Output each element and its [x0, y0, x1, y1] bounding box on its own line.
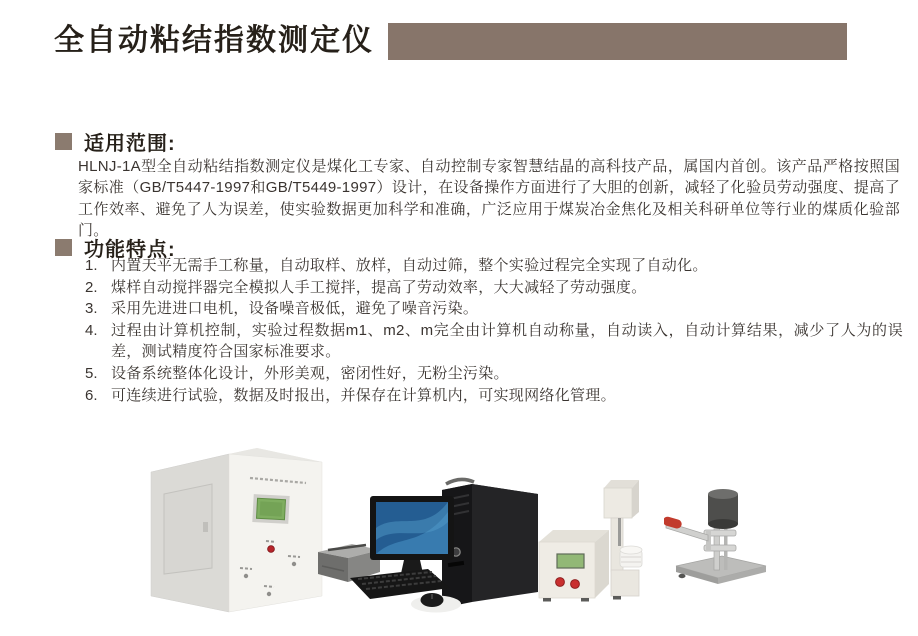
feature-item-number: 2.	[85, 278, 98, 296]
feature-item	[85, 298, 903, 320]
feature-item-number: 3.	[85, 300, 98, 318]
feature-item	[85, 363, 903, 385]
feature-item-text: 过程由计算机控制，实验过程数据m1、m2、m完全由计算机自动称量，自动读入，自动计算结果，减少了人为的误差，测试精度符合国家标准要求。	[111, 321, 903, 361]
feature-item-text: 设备系统整体化设计，外形美观，密闭性好，无粉尘污染。	[111, 364, 509, 382]
accent-bar	[388, 23, 847, 60]
square-bullet-icon	[55, 239, 72, 256]
scope-section-heading: 适用范围:	[84, 133, 176, 155]
feature-item	[85, 385, 903, 407]
manual-press-photo	[664, 474, 776, 600]
feature-item	[85, 320, 903, 363]
analyzer-cabinet-photo	[142, 446, 328, 616]
feature-item	[85, 255, 903, 277]
scope-body-paragraph: HLNJ-1A型全自动粘结指数测定仪是煤化工专家、自动控制专家智慧结晶的高科技产品，属国内首创。该产品严格按照国家标准（GB/T5447-1997和GB/T5449-1997）设计，在设备操作方面进行了大胆的创新，减轻了化验员劳动强度、提高了工作效率、避免了人为误差，使实验数据更加科学和准确，广泛应用于煤炭冶金焦化及相关科研单位等行业的煤质化验部门。	[78, 158, 900, 240]
feature-item-number: 4.	[85, 321, 98, 339]
feature-item-text: 煤样自动搅拌器完全模拟人手工搅拌，提高了劳动效率，大大减轻了劳动强度。	[111, 278, 647, 296]
feature-item-text: 采用先进进口电机，设备噪音极低，避免了噪音污染。	[111, 300, 479, 318]
feature-item	[85, 277, 903, 299]
square-bullet-icon	[55, 133, 72, 150]
feature-item-number: 1.	[85, 257, 98, 274]
feature-item-number: 5.	[85, 364, 98, 382]
features-section-heading: 功能特点:	[84, 239, 176, 261]
feature-item-text: 内置天平无需手工称量，自动取样、放样，自动过筛，整个实验过程完全实现了自动化。	[111, 257, 708, 274]
page-title: 全自动粘结指数测定仪	[54, 24, 374, 57]
feature-item-number: 6.	[85, 386, 98, 404]
feature-list	[85, 255, 903, 406]
stirrer-unit-photo	[537, 472, 665, 602]
computer-workstation-photo	[314, 452, 544, 617]
feature-item-text: 可连续进行试验，数据及时报出，并保存在计算机内，可实现网络化管理。	[111, 386, 616, 404]
